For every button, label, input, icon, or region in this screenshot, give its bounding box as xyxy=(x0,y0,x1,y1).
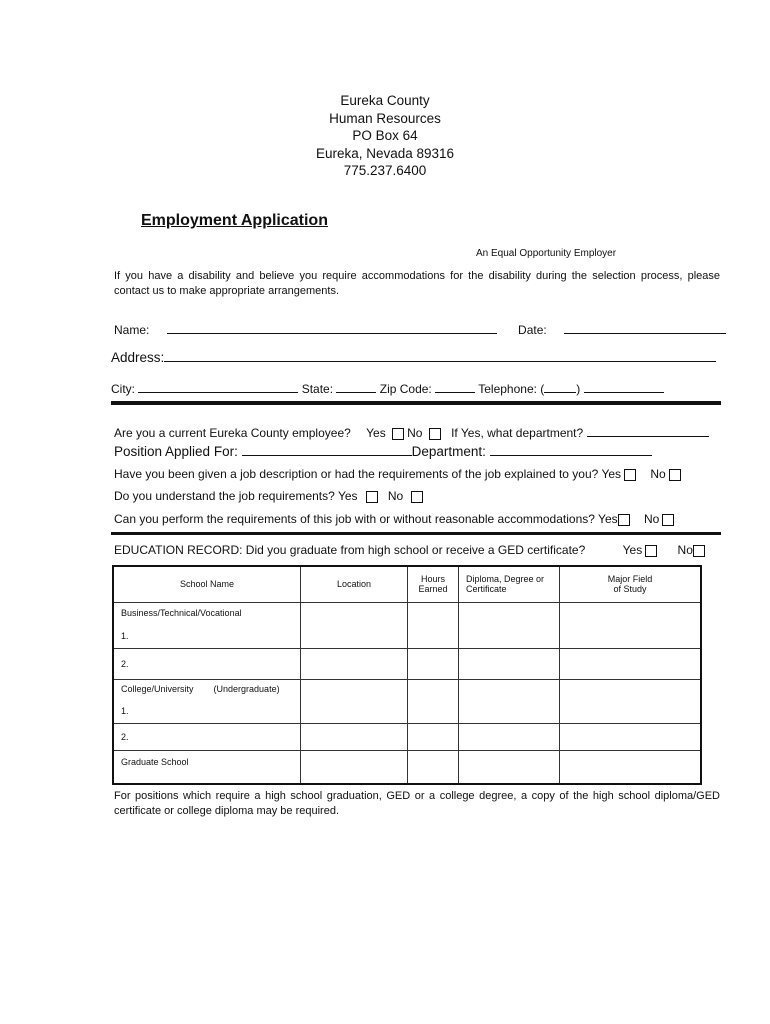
hours-cell[interactable] xyxy=(408,723,459,750)
job-description-no-checkbox[interactable] xyxy=(669,469,681,481)
no-label: No xyxy=(650,467,666,481)
location-cell[interactable] xyxy=(301,602,408,648)
hours-cell[interactable] xyxy=(408,751,459,784)
yes-label: Yes xyxy=(622,543,643,557)
position-row xyxy=(114,443,652,459)
diploma-note: For positions which require a high school graduation, GED or a college degree, a copy of the high school diploma/GED certificate or college diploma may be required. xyxy=(114,790,720,817)
table-row xyxy=(113,723,701,750)
zip-field[interactable] xyxy=(435,380,475,393)
major-cell[interactable] xyxy=(560,602,702,648)
education-heading: EDUCATION RECORD: Did you graduate from high school or receive a GED certificate? xyxy=(114,543,586,557)
yes-label: Yes xyxy=(598,512,618,526)
table-row xyxy=(113,679,701,699)
agency-city-state: Eureka, Nevada 89316 xyxy=(315,145,455,161)
education-table xyxy=(112,565,702,785)
table-row xyxy=(113,751,701,784)
current-employee-no-checkbox[interactable] xyxy=(429,428,441,440)
yes-label: Yes xyxy=(601,467,622,481)
agency-name: Eureka County xyxy=(340,93,430,108)
major-cell[interactable] xyxy=(560,751,702,784)
table-header-row xyxy=(113,566,701,602)
diploma-cell[interactable] xyxy=(459,649,560,679)
name-field[interactable] xyxy=(167,321,497,334)
understand-no-checkbox[interactable] xyxy=(411,491,423,503)
agency-department: Human Resources xyxy=(329,110,441,126)
diploma-cell[interactable] xyxy=(459,751,560,784)
eoe-statement: An Equal Opportunity Employer xyxy=(476,248,617,259)
header-hours: Hours Earned xyxy=(408,566,459,602)
school-entry-label[interactable]: 1. xyxy=(113,699,301,723)
form-title: Employment Application xyxy=(141,212,328,229)
diploma-cell[interactable] xyxy=(459,679,560,723)
school-entry-label[interactable]: 2. xyxy=(113,649,301,679)
table-row xyxy=(113,649,701,679)
address-label: Address: xyxy=(111,350,165,365)
job-description-yes-checkbox[interactable] xyxy=(624,469,636,481)
understand-row xyxy=(114,489,426,503)
no-label: No xyxy=(387,489,404,503)
table-row xyxy=(113,602,701,623)
understand-question: Do you understand the job requirements? xyxy=(114,489,335,503)
address-field[interactable] xyxy=(164,349,716,362)
department-field[interactable] xyxy=(490,443,652,456)
current-employee-yes-checkbox[interactable] xyxy=(392,428,404,440)
school-entry-label[interactable]: 1. xyxy=(113,624,301,649)
section-divider xyxy=(111,401,721,405)
no-label: No xyxy=(677,543,693,557)
hours-cell[interactable] xyxy=(408,602,459,648)
perform-yes-checkbox[interactable] xyxy=(618,514,630,526)
agency-po-box: PO Box 64 xyxy=(352,128,418,143)
location-cell[interactable] xyxy=(301,679,408,723)
education-divider xyxy=(111,532,721,535)
location-cell[interactable] xyxy=(301,723,408,750)
current-employee-question: Are you a current Eureka County employee? xyxy=(114,426,351,440)
city-row xyxy=(111,380,664,396)
no-label: No xyxy=(643,512,660,526)
perform-question: Can you perform the requirements of this job with or without reasonable accommodations? xyxy=(114,512,595,526)
hours-cell[interactable] xyxy=(408,679,459,723)
city-field[interactable] xyxy=(138,380,298,393)
yes-label: Yes xyxy=(366,426,386,440)
name-date-row xyxy=(114,321,726,337)
diploma-cell[interactable] xyxy=(459,602,560,648)
agency-phone: 775.237.6400 xyxy=(343,163,427,178)
hours-cell[interactable] xyxy=(408,649,459,679)
graduated-yes-checkbox[interactable] xyxy=(645,545,657,557)
school-category-label: Business/Technical/Vocational xyxy=(113,602,301,623)
area-code-field[interactable] xyxy=(544,380,576,393)
school-entry-label[interactable]: 2. xyxy=(113,723,301,750)
graduated-no-checkbox[interactable] xyxy=(693,545,705,557)
major-cell[interactable] xyxy=(560,679,702,723)
zip-label: Zip Code: xyxy=(379,382,432,396)
no-label: No xyxy=(407,426,423,440)
telephone-label: Telephone: ( xyxy=(478,382,545,396)
state-field[interactable] xyxy=(336,380,376,393)
school-category-label: College/University (Undergraduate) xyxy=(113,679,301,699)
location-cell[interactable] xyxy=(301,751,408,784)
education-heading-row xyxy=(114,543,708,557)
header-major: Major Field of Study xyxy=(560,566,702,602)
date-field[interactable] xyxy=(564,321,726,334)
diploma-cell[interactable] xyxy=(459,723,560,750)
agency-header xyxy=(0,92,770,180)
perform-row xyxy=(114,512,677,526)
address-row xyxy=(111,349,716,365)
date-label: Date: xyxy=(518,323,547,337)
name-label: Name: xyxy=(114,323,150,337)
location-cell[interactable] xyxy=(301,649,408,679)
current-employee-row xyxy=(114,424,709,440)
major-cell[interactable] xyxy=(560,649,702,679)
job-description-row xyxy=(114,467,684,481)
position-label: Position Applied For: xyxy=(114,444,238,459)
job-description-question: Have you been given a job description or had the requirements of the job explained to you? xyxy=(114,467,599,481)
position-field[interactable] xyxy=(242,443,412,456)
header-location: Location xyxy=(301,566,408,602)
perform-no-checkbox[interactable] xyxy=(662,514,674,526)
school-category-label: Graduate School xyxy=(113,751,301,784)
header-school-name: School Name xyxy=(113,566,301,602)
department-if-yes-field[interactable] xyxy=(587,424,709,437)
state-label: State: xyxy=(301,382,334,396)
disability-note: If you have a disability and believe you require accommodations for the disability during the selection process, please contact us to make appropriate arrangements. xyxy=(114,270,720,297)
header-diploma: Diploma, Degree or Certificate xyxy=(459,566,560,602)
understand-yes-checkbox[interactable] xyxy=(366,491,378,503)
city-label: City: xyxy=(111,382,135,396)
telephone-close: ) xyxy=(576,382,581,396)
telephone-field[interactable] xyxy=(584,380,664,393)
major-cell[interactable] xyxy=(560,723,702,750)
yes-label: Yes xyxy=(337,489,358,503)
if-yes-label: If Yes, what department? xyxy=(451,426,584,440)
department-label: Department: xyxy=(411,444,486,459)
